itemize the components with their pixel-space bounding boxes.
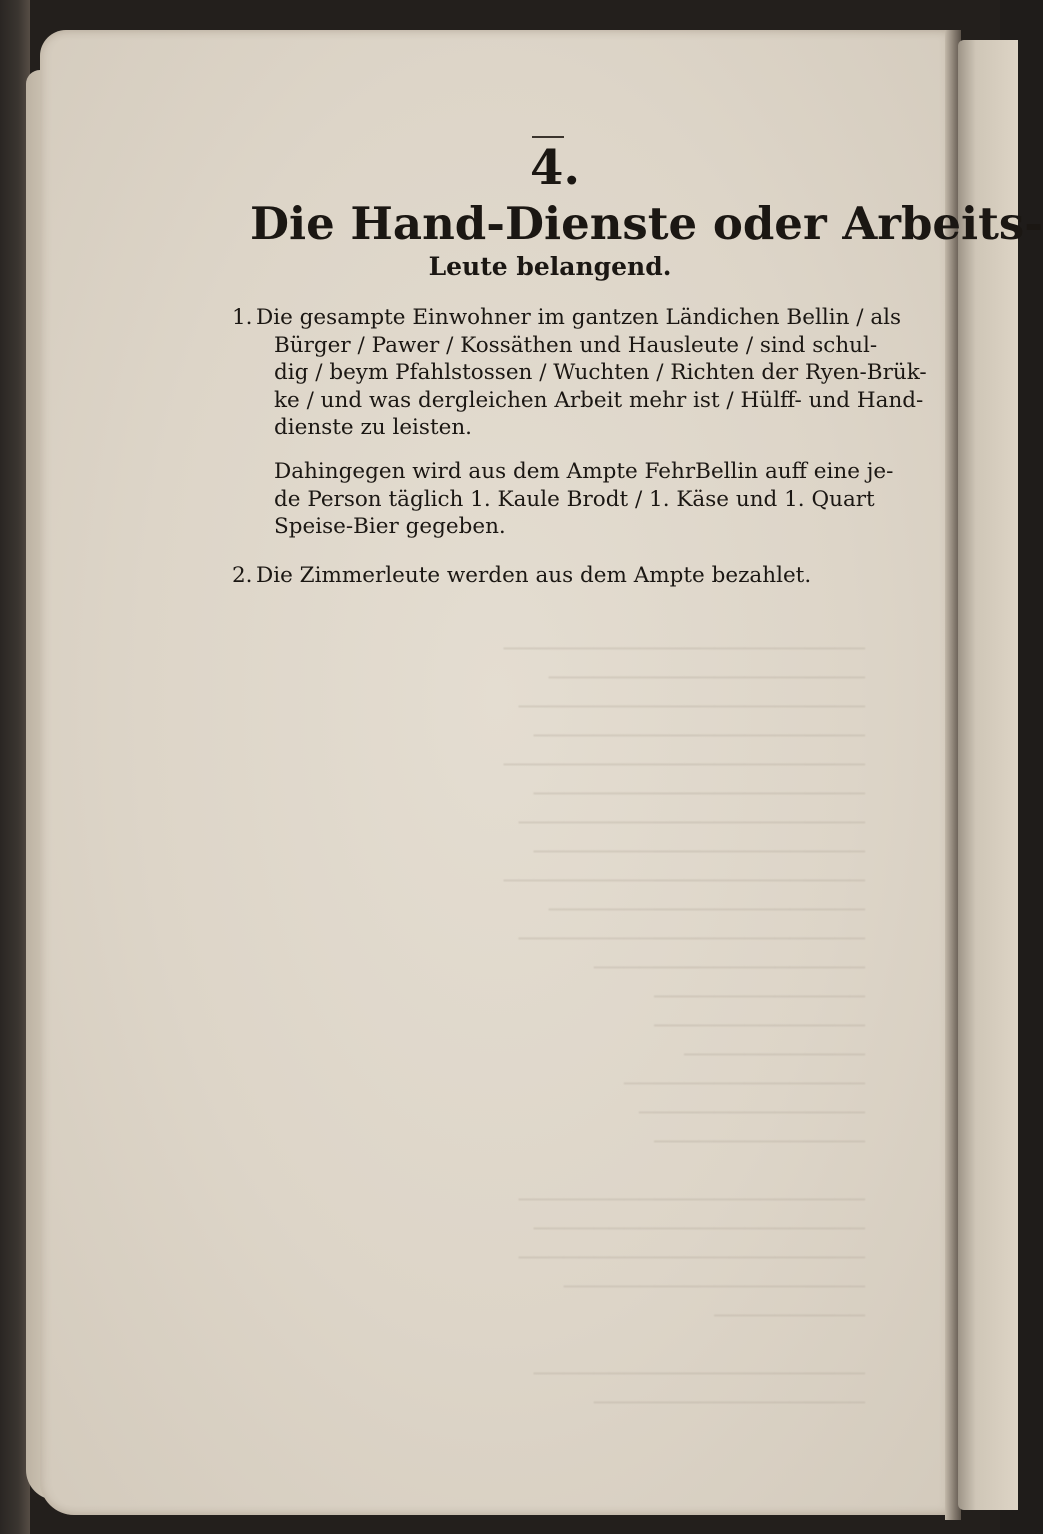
reverse-side-show-through: ──────────────────────── ───────────────────── ─────────────────────── ────────────────────── ──────────────────────── ────────────────────── ─────────────────────── ────────────────────── ──────────────────────── ───────────────────── ─────────────────────── ────────────────── ────────────── ────────────── ──────────── ──────────────── ─────────────── ────────────── ─────────────────────── ────────────────────── ─────────────────────── ──────────────────── ────────── ────────────────────── ──────────────────	[503, 634, 865, 1417]
note-line: Speise-Bier gegeben.	[274, 514, 506, 539]
numbered-paragraph	[232, 562, 862, 590]
section-title: Die Hand-Dienste oder Arbeits-	[250, 197, 1043, 250]
section-subtitle: Leute belangend.	[428, 252, 672, 281]
paragraph-line: Die Zimmerleute werden aus dem Ampte bezahlet.	[256, 563, 812, 588]
paragraph-line: ke / und was dergleichen Arbeit mehr ist / Hülff- und Hand-	[274, 387, 924, 413]
note-line: Dahingegen wird aus dem Ampte FehrBellin auff eine je-	[274, 459, 894, 484]
note-line: de Person täglich 1. Kaule Brodt / 1. Käse und 1. Quart	[274, 486, 875, 512]
paragraph-line: Die gesampte Einwohner im gantzen Ländichen Bellin / als	[256, 305, 902, 330]
paragraph-number: 1.	[232, 305, 253, 330]
paragraph-line: dienste zu leisten.	[274, 415, 473, 440]
paragraph-line: dig / beym Pfahlstossen / Wuchten / Richten der Ryen-Brük-	[274, 360, 927, 385]
header-dash	[532, 136, 564, 138]
indented-note	[274, 458, 894, 541]
paragraph-number: 2.	[232, 563, 253, 588]
page-number: 4.	[529, 140, 581, 196]
numbered-paragraph	[232, 304, 927, 442]
paragraph-line: Bürger / Pawer / Kossäthen und Hausleute / sind schul-	[274, 332, 878, 358]
